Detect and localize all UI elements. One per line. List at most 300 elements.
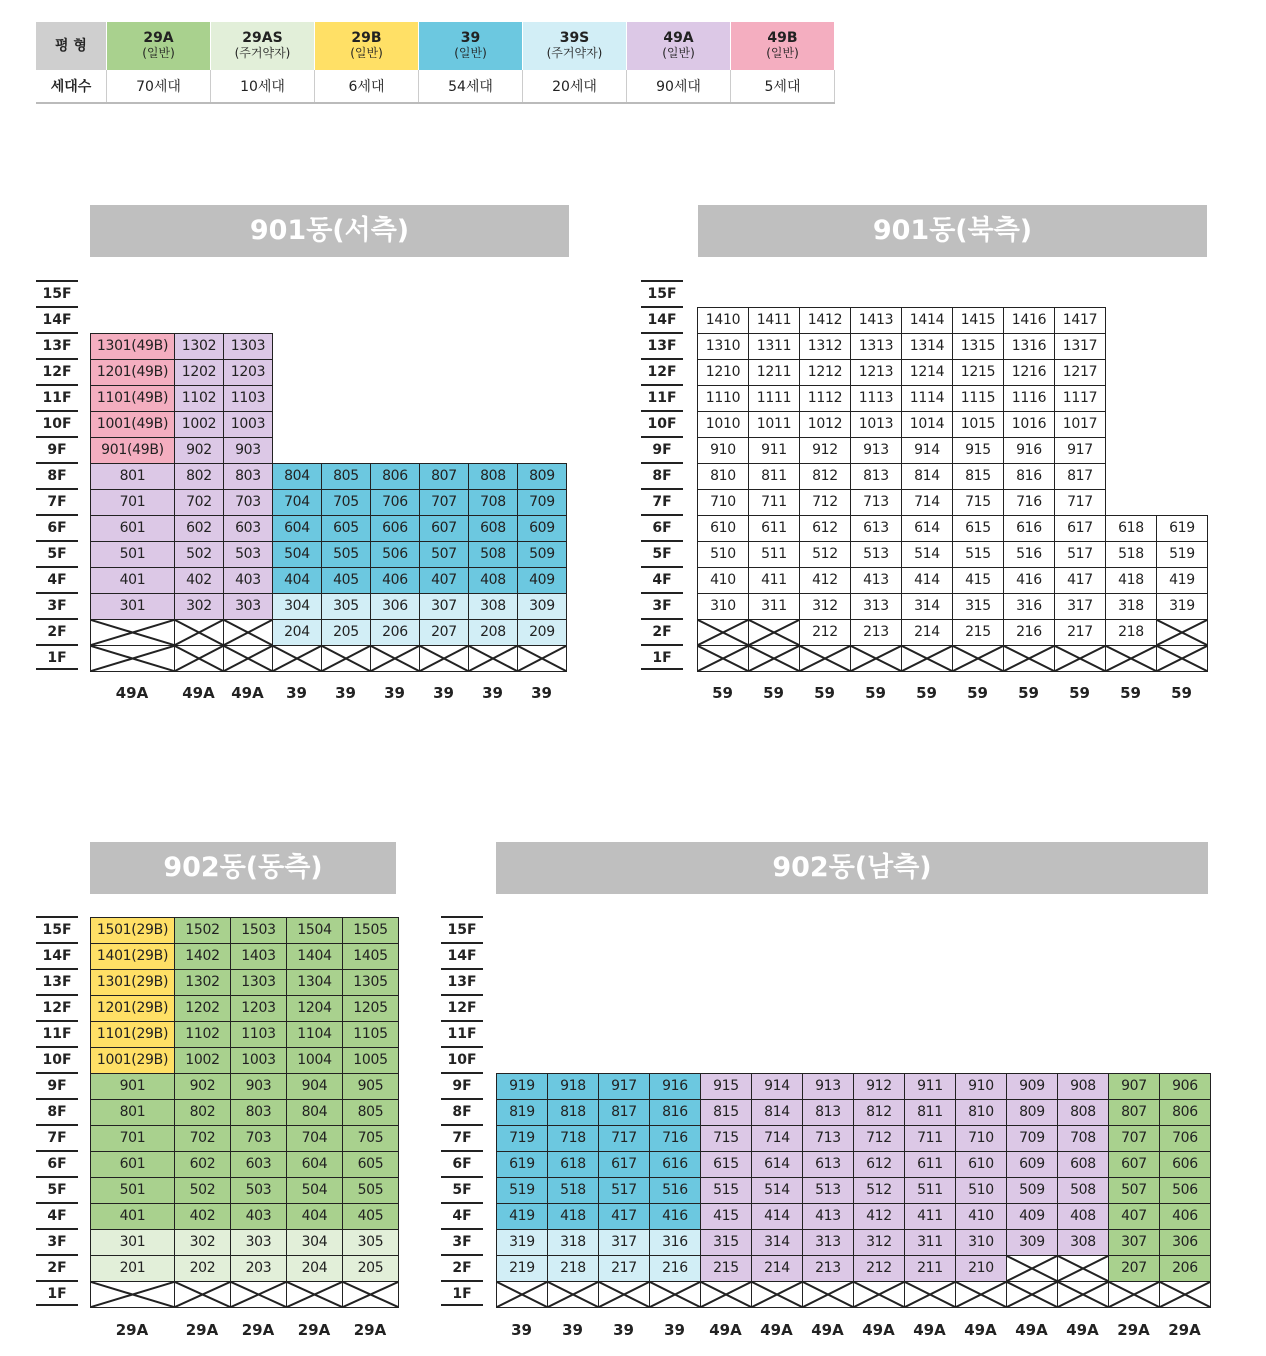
unit-cell[interactable]: 613 bbox=[850, 515, 902, 542]
unit-cell[interactable]: 304 bbox=[272, 593, 322, 620]
unit-cell[interactable]: 1405 bbox=[342, 943, 399, 970]
unit-cell[interactable]: 711 bbox=[904, 1125, 956, 1152]
unit-cell[interactable]: 415 bbox=[700, 1203, 752, 1230]
unit-cell[interactable]: 310 bbox=[697, 593, 749, 620]
unit-cell[interactable]: 513 bbox=[802, 1177, 854, 1204]
unit-cell[interactable]: 209 bbox=[517, 619, 567, 646]
unit-cell[interactable]: 207 bbox=[1108, 1255, 1160, 1282]
unit-cell[interactable]: 313 bbox=[802, 1229, 854, 1256]
unit-cell[interactable]: 708 bbox=[1057, 1125, 1109, 1152]
unit-cell[interactable]: 1404 bbox=[286, 943, 343, 970]
unit-cell[interactable]: 402 bbox=[174, 1203, 231, 1230]
unit-cell[interactable]: 1105 bbox=[342, 1021, 399, 1048]
unit-cell[interactable]: 216 bbox=[649, 1255, 701, 1282]
unit-cell[interactable]: 213 bbox=[850, 619, 902, 646]
unit-cell[interactable]: 317 bbox=[598, 1229, 650, 1256]
unit-cell[interactable]: 610 bbox=[697, 515, 749, 542]
unit-cell[interactable]: 406 bbox=[1159, 1203, 1211, 1230]
unit-cell[interactable]: 703 bbox=[223, 489, 273, 516]
unit-cell[interactable]: 517 bbox=[598, 1177, 650, 1204]
unit-cell[interactable]: 913 bbox=[802, 1073, 854, 1100]
unit-cell[interactable]: 314 bbox=[901, 593, 953, 620]
unit-cell[interactable]: 1116 bbox=[1003, 385, 1055, 412]
unit-cell[interactable]: 207 bbox=[419, 619, 469, 646]
unit-cell[interactable]: 1205 bbox=[342, 995, 399, 1022]
unit-cell[interactable]: 204 bbox=[286, 1255, 343, 1282]
unit-cell[interactable]: 618 bbox=[547, 1151, 599, 1178]
unit-cell[interactable]: 917 bbox=[598, 1073, 650, 1100]
unit-cell[interactable]: 711 bbox=[748, 489, 800, 516]
unit-cell[interactable]: 807 bbox=[1108, 1099, 1160, 1126]
unit-cell[interactable]: 512 bbox=[799, 541, 851, 568]
unit-cell[interactable]: 606 bbox=[370, 515, 420, 542]
unit-cell[interactable]: 1001(49B) bbox=[90, 411, 175, 438]
unit-cell[interactable]: 1010 bbox=[697, 411, 749, 438]
unit-cell[interactable]: 905 bbox=[342, 1073, 399, 1100]
unit-cell[interactable]: 1417 bbox=[1054, 307, 1106, 334]
unit-cell[interactable]: 610 bbox=[955, 1151, 1007, 1178]
unit-cell[interactable]: 1504 bbox=[286, 917, 343, 944]
unit-cell[interactable]: 1111 bbox=[748, 385, 800, 412]
unit-cell[interactable]: 509 bbox=[517, 541, 567, 568]
unit-cell[interactable]: 813 bbox=[802, 1099, 854, 1126]
unit-cell[interactable]: 703 bbox=[230, 1125, 287, 1152]
unit-cell[interactable]: 605 bbox=[342, 1151, 399, 1178]
unit-cell[interactable]: 512 bbox=[853, 1177, 905, 1204]
unit-cell[interactable]: 702 bbox=[174, 1125, 231, 1152]
unit-cell[interactable]: 311 bbox=[748, 593, 800, 620]
unit-cell[interactable]: 502 bbox=[174, 541, 224, 568]
unit-cell[interactable]: 517 bbox=[1054, 541, 1106, 568]
unit-cell[interactable]: 1213 bbox=[850, 359, 902, 386]
unit-cell[interactable]: 813 bbox=[850, 463, 902, 490]
unit-cell[interactable]: 1203 bbox=[230, 995, 287, 1022]
unit-cell[interactable]: 1202 bbox=[174, 359, 224, 386]
unit-cell[interactable]: 1305 bbox=[342, 969, 399, 996]
unit-cell[interactable]: 1101(49B) bbox=[90, 385, 175, 412]
unit-cell[interactable]: 319 bbox=[496, 1229, 548, 1256]
unit-cell[interactable]: 1317 bbox=[1054, 333, 1106, 360]
unit-cell[interactable]: 709 bbox=[1006, 1125, 1058, 1152]
unit-cell[interactable]: 911 bbox=[904, 1073, 956, 1100]
unit-cell[interactable]: 318 bbox=[547, 1229, 599, 1256]
unit-cell[interactable]: 1410 bbox=[697, 307, 749, 334]
unit-cell[interactable]: 312 bbox=[853, 1229, 905, 1256]
unit-cell[interactable]: 202 bbox=[174, 1255, 231, 1282]
unit-cell[interactable]: 1303 bbox=[223, 333, 273, 360]
unit-cell[interactable]: 916 bbox=[649, 1073, 701, 1100]
unit-cell[interactable]: 316 bbox=[1003, 593, 1055, 620]
unit-cell[interactable]: 213 bbox=[802, 1255, 854, 1282]
unit-cell[interactable]: 913 bbox=[850, 437, 902, 464]
unit-cell[interactable]: 1003 bbox=[230, 1047, 287, 1074]
unit-cell[interactable]: 505 bbox=[342, 1177, 399, 1204]
unit-cell[interactable]: 1310 bbox=[697, 333, 749, 360]
unit-cell[interactable]: 702 bbox=[174, 489, 224, 516]
unit-cell[interactable]: 1211 bbox=[748, 359, 800, 386]
unit-cell[interactable]: 709 bbox=[517, 489, 567, 516]
unit-cell[interactable]: 307 bbox=[419, 593, 469, 620]
unit-cell[interactable]: 705 bbox=[342, 1125, 399, 1152]
unit-cell[interactable]: 401 bbox=[90, 1203, 175, 1230]
unit-cell[interactable]: 914 bbox=[751, 1073, 803, 1100]
unit-cell[interactable]: 802 bbox=[174, 463, 224, 490]
unit-cell[interactable]: 1103 bbox=[223, 385, 273, 412]
unit-cell[interactable]: 310 bbox=[955, 1229, 1007, 1256]
unit-cell[interactable]: 613 bbox=[802, 1151, 854, 1178]
unit-cell[interactable]: 218 bbox=[547, 1255, 599, 1282]
unit-cell[interactable]: 713 bbox=[850, 489, 902, 516]
unit-cell[interactable]: 1017 bbox=[1054, 411, 1106, 438]
unit-cell[interactable]: 1411 bbox=[748, 307, 800, 334]
unit-cell[interactable]: 409 bbox=[517, 567, 567, 594]
unit-cell[interactable]: 818 bbox=[547, 1099, 599, 1126]
unit-cell[interactable]: 701 bbox=[90, 489, 175, 516]
unit-cell[interactable]: 804 bbox=[286, 1099, 343, 1126]
unit-cell[interactable]: 319 bbox=[1156, 593, 1208, 620]
unit-cell[interactable]: 1316 bbox=[1003, 333, 1055, 360]
unit-cell[interactable]: 814 bbox=[901, 463, 953, 490]
unit-cell[interactable]: 1416 bbox=[1003, 307, 1055, 334]
unit-cell[interactable]: 301 bbox=[90, 1229, 175, 1256]
unit-cell[interactable]: 901 bbox=[90, 1073, 175, 1100]
unit-cell[interactable]: 412 bbox=[799, 567, 851, 594]
unit-cell[interactable]: 515 bbox=[700, 1177, 752, 1204]
unit-cell[interactable]: 604 bbox=[286, 1151, 343, 1178]
unit-cell[interactable]: 1012 bbox=[799, 411, 851, 438]
unit-cell[interactable]: 803 bbox=[230, 1099, 287, 1126]
unit-cell[interactable]: 810 bbox=[955, 1099, 1007, 1126]
unit-cell[interactable]: 405 bbox=[321, 567, 371, 594]
unit-cell[interactable]: 413 bbox=[850, 567, 902, 594]
unit-cell[interactable]: 713 bbox=[802, 1125, 854, 1152]
unit-cell[interactable]: 719 bbox=[496, 1125, 548, 1152]
unit-cell[interactable]: 715 bbox=[700, 1125, 752, 1152]
unit-cell[interactable]: 902 bbox=[174, 1073, 231, 1100]
unit-cell[interactable]: 411 bbox=[748, 567, 800, 594]
unit-cell[interactable]: 601 bbox=[90, 515, 175, 542]
unit-cell[interactable]: 1304 bbox=[286, 969, 343, 996]
unit-cell[interactable]: 718 bbox=[547, 1125, 599, 1152]
unit-cell[interactable]: 418 bbox=[1105, 567, 1157, 594]
unit-cell[interactable]: 507 bbox=[419, 541, 469, 568]
unit-cell[interactable]: 410 bbox=[955, 1203, 1007, 1230]
unit-cell[interactable]: 811 bbox=[748, 463, 800, 490]
unit-cell[interactable]: 212 bbox=[799, 619, 851, 646]
unit-cell[interactable]: 912 bbox=[799, 437, 851, 464]
unit-cell[interactable]: 1113 bbox=[850, 385, 902, 412]
unit-cell[interactable]: 607 bbox=[1108, 1151, 1160, 1178]
unit-cell[interactable]: 1415 bbox=[952, 307, 1004, 334]
unit-cell[interactable]: 712 bbox=[853, 1125, 905, 1152]
unit-cell[interactable]: 508 bbox=[1057, 1177, 1109, 1204]
unit-cell[interactable]: 1101(29B) bbox=[90, 1021, 175, 1048]
unit-cell[interactable]: 912 bbox=[853, 1073, 905, 1100]
unit-cell[interactable]: 1004 bbox=[286, 1047, 343, 1074]
unit-cell[interactable]: 212 bbox=[853, 1255, 905, 1282]
unit-cell[interactable]: 805 bbox=[342, 1099, 399, 1126]
unit-cell[interactable]: 815 bbox=[700, 1099, 752, 1126]
unit-cell[interactable]: 915 bbox=[952, 437, 1004, 464]
unit-cell[interactable]: 513 bbox=[850, 541, 902, 568]
unit-cell[interactable]: 506 bbox=[1159, 1177, 1211, 1204]
unit-cell[interactable]: 1002 bbox=[174, 411, 224, 438]
unit-cell[interactable]: 602 bbox=[174, 515, 224, 542]
unit-cell[interactable]: 506 bbox=[370, 541, 420, 568]
unit-cell[interactable]: 306 bbox=[1159, 1229, 1211, 1256]
unit-cell[interactable]: 505 bbox=[321, 541, 371, 568]
unit-cell[interactable]: 314 bbox=[751, 1229, 803, 1256]
unit-cell[interactable]: 404 bbox=[286, 1203, 343, 1230]
unit-cell[interactable]: 504 bbox=[286, 1177, 343, 1204]
unit-cell[interactable]: 308 bbox=[1057, 1229, 1109, 1256]
unit-cell[interactable]: 303 bbox=[230, 1229, 287, 1256]
unit-cell[interactable]: 806 bbox=[1159, 1099, 1211, 1126]
unit-cell[interactable]: 916 bbox=[1003, 437, 1055, 464]
unit-cell[interactable]: 315 bbox=[700, 1229, 752, 1256]
unit-cell[interactable]: 510 bbox=[955, 1177, 1007, 1204]
unit-cell[interactable]: 401 bbox=[90, 567, 175, 594]
unit-cell[interactable]: 414 bbox=[901, 567, 953, 594]
unit-cell[interactable]: 1014 bbox=[901, 411, 953, 438]
unit-cell[interactable]: 1002 bbox=[174, 1047, 231, 1074]
unit-cell[interactable]: 316 bbox=[649, 1229, 701, 1256]
unit-cell[interactable]: 704 bbox=[286, 1125, 343, 1152]
unit-cell[interactable]: 705 bbox=[321, 489, 371, 516]
unit-cell[interactable]: 1503 bbox=[230, 917, 287, 944]
unit-cell[interactable]: 418 bbox=[547, 1203, 599, 1230]
unit-cell[interactable]: 1115 bbox=[952, 385, 1004, 412]
unit-cell[interactable]: 410 bbox=[697, 567, 749, 594]
unit-cell[interactable]: 603 bbox=[230, 1151, 287, 1178]
unit-cell[interactable]: 1005 bbox=[342, 1047, 399, 1074]
unit-cell[interactable]: 510 bbox=[697, 541, 749, 568]
unit-cell[interactable]: 914 bbox=[901, 437, 953, 464]
unit-cell[interactable]: 907 bbox=[1108, 1073, 1160, 1100]
unit-cell[interactable]: 514 bbox=[901, 541, 953, 568]
unit-cell[interactable]: 305 bbox=[321, 593, 371, 620]
unit-cell[interactable]: 604 bbox=[272, 515, 322, 542]
unit-cell[interactable]: 810 bbox=[697, 463, 749, 490]
unit-cell[interactable]: 408 bbox=[1057, 1203, 1109, 1230]
unit-cell[interactable]: 309 bbox=[517, 593, 567, 620]
unit-cell[interactable]: 514 bbox=[751, 1177, 803, 1204]
unit-cell[interactable]: 403 bbox=[230, 1203, 287, 1230]
unit-cell[interactable]: 1201(29B) bbox=[90, 995, 175, 1022]
unit-cell[interactable]: 1112 bbox=[799, 385, 851, 412]
unit-cell[interactable]: 704 bbox=[272, 489, 322, 516]
unit-cell[interactable]: 304 bbox=[286, 1229, 343, 1256]
unit-cell[interactable]: 511 bbox=[904, 1177, 956, 1204]
unit-cell[interactable]: 205 bbox=[342, 1255, 399, 1282]
unit-cell[interactable]: 602 bbox=[174, 1151, 231, 1178]
unit-cell[interactable]: 1204 bbox=[286, 995, 343, 1022]
unit-cell[interactable]: 315 bbox=[952, 593, 1004, 620]
unit-cell[interactable]: 614 bbox=[901, 515, 953, 542]
unit-cell[interactable]: 307 bbox=[1108, 1229, 1160, 1256]
unit-cell[interactable]: 1302 bbox=[174, 333, 224, 360]
unit-cell[interactable]: 616 bbox=[1003, 515, 1055, 542]
unit-cell[interactable]: 516 bbox=[1003, 541, 1055, 568]
unit-cell[interactable]: 215 bbox=[952, 619, 1004, 646]
unit-cell[interactable]: 806 bbox=[370, 463, 420, 490]
unit-cell[interactable]: 612 bbox=[853, 1151, 905, 1178]
unit-cell[interactable]: 617 bbox=[598, 1151, 650, 1178]
unit-cell[interactable]: 407 bbox=[1108, 1203, 1160, 1230]
unit-cell[interactable]: 417 bbox=[598, 1203, 650, 1230]
unit-cell[interactable]: 1212 bbox=[799, 359, 851, 386]
unit-cell[interactable]: 214 bbox=[901, 619, 953, 646]
unit-cell[interactable]: 811 bbox=[904, 1099, 956, 1126]
unit-cell[interactable]: 1015 bbox=[952, 411, 1004, 438]
unit-cell[interactable]: 708 bbox=[468, 489, 518, 516]
unit-cell[interactable]: 301 bbox=[90, 593, 175, 620]
unit-cell[interactable]: 606 bbox=[1159, 1151, 1211, 1178]
unit-cell[interactable]: 1301(49B) bbox=[90, 333, 175, 360]
unit-cell[interactable]: 404 bbox=[272, 567, 322, 594]
unit-cell[interactable]: 205 bbox=[321, 619, 371, 646]
unit-cell[interactable]: 814 bbox=[751, 1099, 803, 1126]
unit-cell[interactable]: 919 bbox=[496, 1073, 548, 1100]
unit-cell[interactable]: 909 bbox=[1006, 1073, 1058, 1100]
unit-cell[interactable]: 1202 bbox=[174, 995, 231, 1022]
unit-cell[interactable]: 1302 bbox=[174, 969, 231, 996]
unit-cell[interactable]: 710 bbox=[697, 489, 749, 516]
unit-cell[interactable]: 609 bbox=[1006, 1151, 1058, 1178]
unit-cell[interactable]: 815 bbox=[952, 463, 1004, 490]
unit-cell[interactable]: 901(49B) bbox=[90, 437, 175, 464]
unit-cell[interactable]: 915 bbox=[700, 1073, 752, 1100]
unit-cell[interactable]: 1214 bbox=[901, 359, 953, 386]
unit-cell[interactable]: 710 bbox=[955, 1125, 1007, 1152]
unit-cell[interactable]: 210 bbox=[955, 1255, 1007, 1282]
unit-cell[interactable]: 1401(29B) bbox=[90, 943, 175, 970]
unit-cell[interactable]: 805 bbox=[321, 463, 371, 490]
unit-cell[interactable]: 717 bbox=[598, 1125, 650, 1152]
unit-cell[interactable]: 415 bbox=[952, 567, 1004, 594]
unit-cell[interactable]: 203 bbox=[230, 1255, 287, 1282]
unit-cell[interactable]: 809 bbox=[517, 463, 567, 490]
unit-cell[interactable]: 516 bbox=[649, 1177, 701, 1204]
unit-cell[interactable]: 1013 bbox=[850, 411, 902, 438]
unit-cell[interactable]: 305 bbox=[342, 1229, 399, 1256]
unit-cell[interactable]: 618 bbox=[1105, 515, 1157, 542]
unit-cell[interactable]: 1016 bbox=[1003, 411, 1055, 438]
unit-cell[interactable]: 403 bbox=[223, 567, 273, 594]
unit-cell[interactable]: 501 bbox=[90, 1177, 175, 1204]
unit-cell[interactable]: 519 bbox=[1156, 541, 1208, 568]
unit-cell[interactable]: 1114 bbox=[901, 385, 953, 412]
unit-cell[interactable]: 508 bbox=[468, 541, 518, 568]
unit-cell[interactable]: 1216 bbox=[1003, 359, 1055, 386]
unit-cell[interactable]: 1414 bbox=[901, 307, 953, 334]
unit-cell[interactable]: 1102 bbox=[174, 1021, 231, 1048]
unit-cell[interactable]: 714 bbox=[901, 489, 953, 516]
unit-cell[interactable]: 414 bbox=[751, 1203, 803, 1230]
unit-cell[interactable]: 904 bbox=[286, 1073, 343, 1100]
unit-cell[interactable]: 816 bbox=[649, 1099, 701, 1126]
unit-cell[interactable]: 918 bbox=[547, 1073, 599, 1100]
unit-cell[interactable]: 1312 bbox=[799, 333, 851, 360]
unit-cell[interactable]: 518 bbox=[1105, 541, 1157, 568]
unit-cell[interactable]: 903 bbox=[223, 437, 273, 464]
unit-cell[interactable]: 519 bbox=[496, 1177, 548, 1204]
unit-cell[interactable]: 503 bbox=[223, 541, 273, 568]
unit-cell[interactable]: 1313 bbox=[850, 333, 902, 360]
unit-cell[interactable]: 504 bbox=[272, 541, 322, 568]
unit-cell[interactable]: 419 bbox=[1156, 567, 1208, 594]
unit-cell[interactable]: 1403 bbox=[230, 943, 287, 970]
unit-cell[interactable]: 717 bbox=[1054, 489, 1106, 516]
unit-cell[interactable]: 1003 bbox=[223, 411, 273, 438]
unit-cell[interactable]: 311 bbox=[904, 1229, 956, 1256]
unit-cell[interactable]: 812 bbox=[799, 463, 851, 490]
unit-cell[interactable]: 313 bbox=[850, 593, 902, 620]
unit-cell[interactable]: 318 bbox=[1105, 593, 1157, 620]
unit-cell[interactable]: 1001(29B) bbox=[90, 1047, 175, 1074]
unit-cell[interactable]: 617 bbox=[1054, 515, 1106, 542]
unit-cell[interactable]: 1502 bbox=[174, 917, 231, 944]
unit-cell[interactable]: 502 bbox=[174, 1177, 231, 1204]
unit-cell[interactable]: 906 bbox=[1159, 1073, 1211, 1100]
unit-cell[interactable]: 819 bbox=[496, 1099, 548, 1126]
unit-cell[interactable]: 715 bbox=[952, 489, 1004, 516]
unit-cell[interactable]: 507 bbox=[1108, 1177, 1160, 1204]
unit-cell[interactable]: 1203 bbox=[223, 359, 273, 386]
unit-cell[interactable]: 1110 bbox=[697, 385, 749, 412]
unit-cell[interactable]: 1117 bbox=[1054, 385, 1106, 412]
unit-cell[interactable]: 1215 bbox=[952, 359, 1004, 386]
unit-cell[interactable]: 206 bbox=[1159, 1255, 1211, 1282]
unit-cell[interactable]: 1501(29B) bbox=[90, 917, 175, 944]
unit-cell[interactable]: 1102 bbox=[174, 385, 224, 412]
unit-cell[interactable]: 303 bbox=[223, 593, 273, 620]
unit-cell[interactable]: 412 bbox=[853, 1203, 905, 1230]
unit-cell[interactable]: 302 bbox=[174, 1229, 231, 1256]
unit-cell[interactable]: 408 bbox=[468, 567, 518, 594]
unit-cell[interactable]: 911 bbox=[748, 437, 800, 464]
unit-cell[interactable]: 615 bbox=[952, 515, 1004, 542]
unit-cell[interactable]: 509 bbox=[1006, 1177, 1058, 1204]
unit-cell[interactable]: 1402 bbox=[174, 943, 231, 970]
unit-cell[interactable]: 1311 bbox=[748, 333, 800, 360]
unit-cell[interactable]: 219 bbox=[496, 1255, 548, 1282]
unit-cell[interactable]: 1217 bbox=[1054, 359, 1106, 386]
unit-cell[interactable]: 511 bbox=[748, 541, 800, 568]
unit-cell[interactable]: 714 bbox=[751, 1125, 803, 1152]
unit-cell[interactable]: 603 bbox=[223, 515, 273, 542]
unit-cell[interactable]: 312 bbox=[799, 593, 851, 620]
unit-cell[interactable]: 501 bbox=[90, 541, 175, 568]
unit-cell[interactable]: 1011 bbox=[748, 411, 800, 438]
unit-cell[interactable]: 417 bbox=[1054, 567, 1106, 594]
unit-cell[interactable]: 1201(49B) bbox=[90, 359, 175, 386]
unit-cell[interactable]: 1301(29B) bbox=[90, 969, 175, 996]
unit-cell[interactable]: 716 bbox=[1003, 489, 1055, 516]
unit-cell[interactable]: 302 bbox=[174, 593, 224, 620]
unit-cell[interactable]: 1413 bbox=[850, 307, 902, 334]
unit-cell[interactable]: 803 bbox=[223, 463, 273, 490]
unit-cell[interactable]: 217 bbox=[1054, 619, 1106, 646]
unit-cell[interactable]: 309 bbox=[1006, 1229, 1058, 1256]
unit-cell[interactable]: 1314 bbox=[901, 333, 953, 360]
unit-cell[interactable]: 611 bbox=[904, 1151, 956, 1178]
unit-cell[interactable]: 706 bbox=[1159, 1125, 1211, 1152]
unit-cell[interactable]: 903 bbox=[230, 1073, 287, 1100]
unit-cell[interactable]: 808 bbox=[468, 463, 518, 490]
unit-cell[interactable]: 807 bbox=[419, 463, 469, 490]
unit-cell[interactable]: 1210 bbox=[697, 359, 749, 386]
